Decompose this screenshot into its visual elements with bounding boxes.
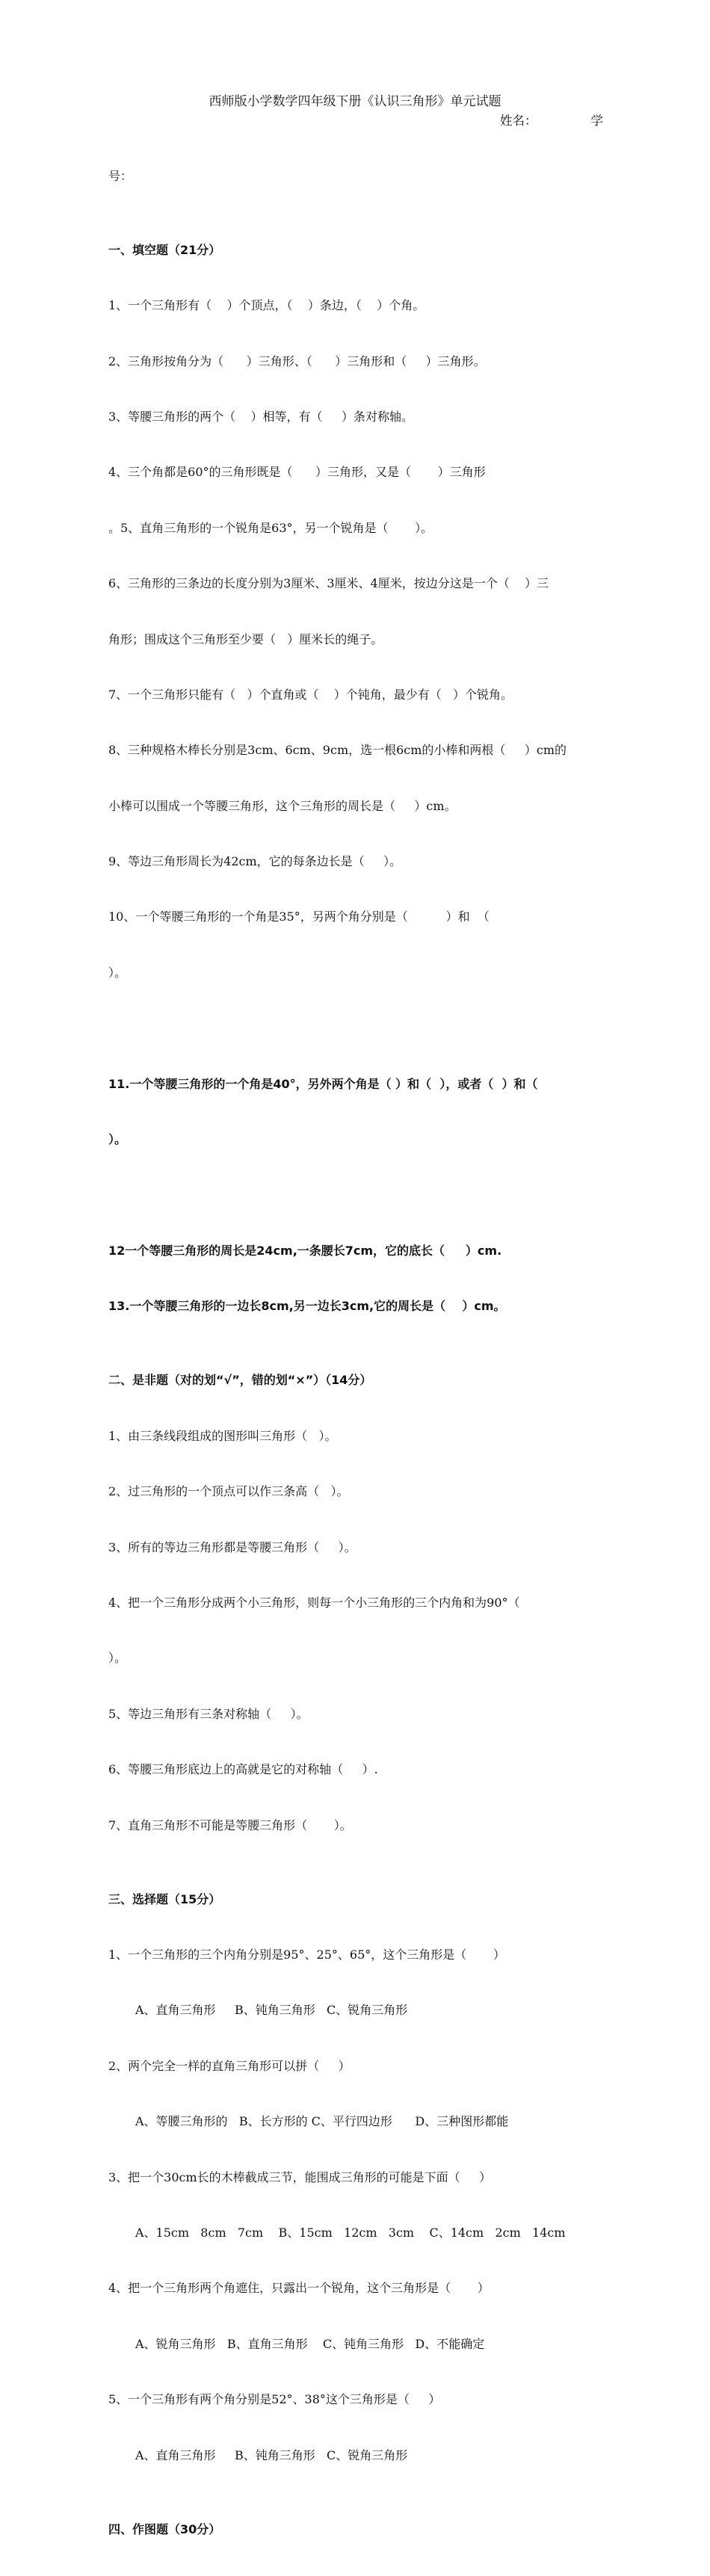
fill-blank-q3: 3、等腰三角形的两个（ ）相等，有（ ）条对称轴。 xyxy=(108,409,413,424)
choice-q4-options: A、锐角三角形 B、直角三角形 C、钝角三角形 D、不能确定 xyxy=(135,2336,485,2351)
true-false-q6: 6、等腰三角形底边上的高就是它的对称轴（ ）. xyxy=(108,1762,378,1777)
true-false-q4-line1: 4、把一个三角形分成两个小三角形，则每一个小三角形的三个内角和为90°（ xyxy=(108,1595,520,1610)
choice-q3-options: A、15cm 8cm 7cm B、15cm 12cm 3cm C、14cm 2cm 14cm xyxy=(135,2226,566,2240)
section-fill-blank-heading: 一、填空题（21分） xyxy=(108,242,221,257)
choice-q2: 2、两个完全一样的直角三角形可以拼（ ） xyxy=(108,2058,351,2073)
section-drawing-heading: 四、作图题（30分） xyxy=(108,2521,221,2536)
choice-q5: 5、一个三角形有两个角分别是52°、38°这个三角形是（ ） xyxy=(108,2392,441,2407)
fill-blank-q12: 12一个等腰三角形的周长是24cm,一条腰长7cm，它的底长（ ）cm. xyxy=(108,1243,502,1258)
fill-blank-q8-line2: 小棒可以围成一个等腰三角形，这个三角形的周长是（ ）cm。 xyxy=(108,798,457,813)
choice-q1-options: A、直角三角形 B、钝角三角形 C、锐角三角形 xyxy=(135,2003,408,2018)
true-false-q7: 7、直角三角形不可能是等腰三角形（ ）。 xyxy=(108,1817,352,1832)
fill-blank-q9: 9、等边三角形周长为42cm，它的每条边长是（ ）。 xyxy=(108,854,402,869)
fill-blank-q2: 2、三角形按角分为（ ）三角形、（ ）三角形和（ ）三角形。 xyxy=(108,353,486,368)
name-label: 姓名： xyxy=(500,114,537,128)
choice-q2-options: A、等腰三角形的 B、长方形的 C、平行四边形 D、三种图形都能 xyxy=(135,2114,509,2129)
section-choice-heading: 三、选择题（15分） xyxy=(108,1891,221,1906)
fill-blank-q5: 。5、直角三角形的一个锐角是63°，另一个锐角是（ ）。 xyxy=(108,520,433,535)
section-true-false-heading: 二、是非题（对的划“√”，错的划“×”）（14分） xyxy=(108,1373,372,1388)
true-false-q1: 1、由三条线段组成的图形叫三角形（ ）。 xyxy=(108,1428,337,1443)
page-title: 西师版小学数学四年级下册《认识三角形》单元试题 xyxy=(209,94,501,109)
fill-blank-q10-line1: 10、一个等腰三角形的一个角是35°，另两个角分别是（ ）和 （ xyxy=(108,909,490,924)
fill-blank-q1: 1、一个三角形有（ ）个顶点，（ ）条边，（ ）个角。 xyxy=(108,298,425,313)
true-false-q5: 5、等边三角形有三条对称轴（ ）。 xyxy=(108,1706,309,1721)
choice-q4: 4、把一个三角形两个角遮住，只露出一个锐角，这个三角形是（ ） xyxy=(108,2281,490,2296)
choice-q5-options: A、直角三角形 B、钝角三角形 C、锐角三角形 xyxy=(135,2447,408,2462)
true-false-q4-line2: ）。 xyxy=(108,1651,127,1666)
student-info-row xyxy=(108,112,603,130)
choice-q3: 3、把一个30cm长的木棒截成三节，能围成三角形的可能是下面（ ） xyxy=(108,2169,492,2184)
fill-blank-q8-line1: 8、三种规格木棒长分别是3cm、6cm、9cm，选一根6cm的小棒和两根（ ）cm的 xyxy=(108,743,567,758)
spacer xyxy=(108,1019,605,1038)
choice-q1: 1、一个三角形的三个内角分别是95°、25°、65°，这个三角形是（ ） xyxy=(108,1948,505,1962)
fill-blank-q6-line2: 角形；围成这个三角形至少要（ ）厘米长的绳子。 xyxy=(108,631,383,646)
fill-blank-q11-line2: ）。 xyxy=(108,1132,127,1147)
true-false-q2: 2、过三角形的一个顶点可以作三条高（ ）。 xyxy=(108,1484,349,1499)
fill-blank-q10-line2: ）。 xyxy=(108,965,127,980)
fill-blank-q4: 4、三个角都是60°的三角形既是（ ）三角形，又是（ ）三角形 xyxy=(108,465,486,480)
student-number-label-part1: 学 xyxy=(590,114,603,128)
exam-content xyxy=(108,130,605,2576)
spacer xyxy=(108,1186,605,1205)
fill-blank-q13: 13.一个等腰三角形的一边长8cm,另一边长3cm,它的周长是（ ）cm。 xyxy=(108,1299,506,1314)
fill-blank-q7: 7、一个三角形只能有（ ）个直角或（ ）个钝角，最少有（ ）个锐角。 xyxy=(108,687,513,702)
student-number-label-part2: 号： xyxy=(108,168,133,183)
fill-blank-q6-line1: 6、三角形的三条边的长度分别为3厘米、3厘米、4厘米，按边分这是一个（ ）三 xyxy=(108,576,549,591)
true-false-q3: 3、所有的等边三角形都是等腰三角形（ ）。 xyxy=(108,1539,356,1554)
fill-blank-q11-line1: 11.一个等腰三角形的一个角是40°，另外两个角是（ ）和（ ），或者（ ）和（ xyxy=(108,1076,538,1091)
